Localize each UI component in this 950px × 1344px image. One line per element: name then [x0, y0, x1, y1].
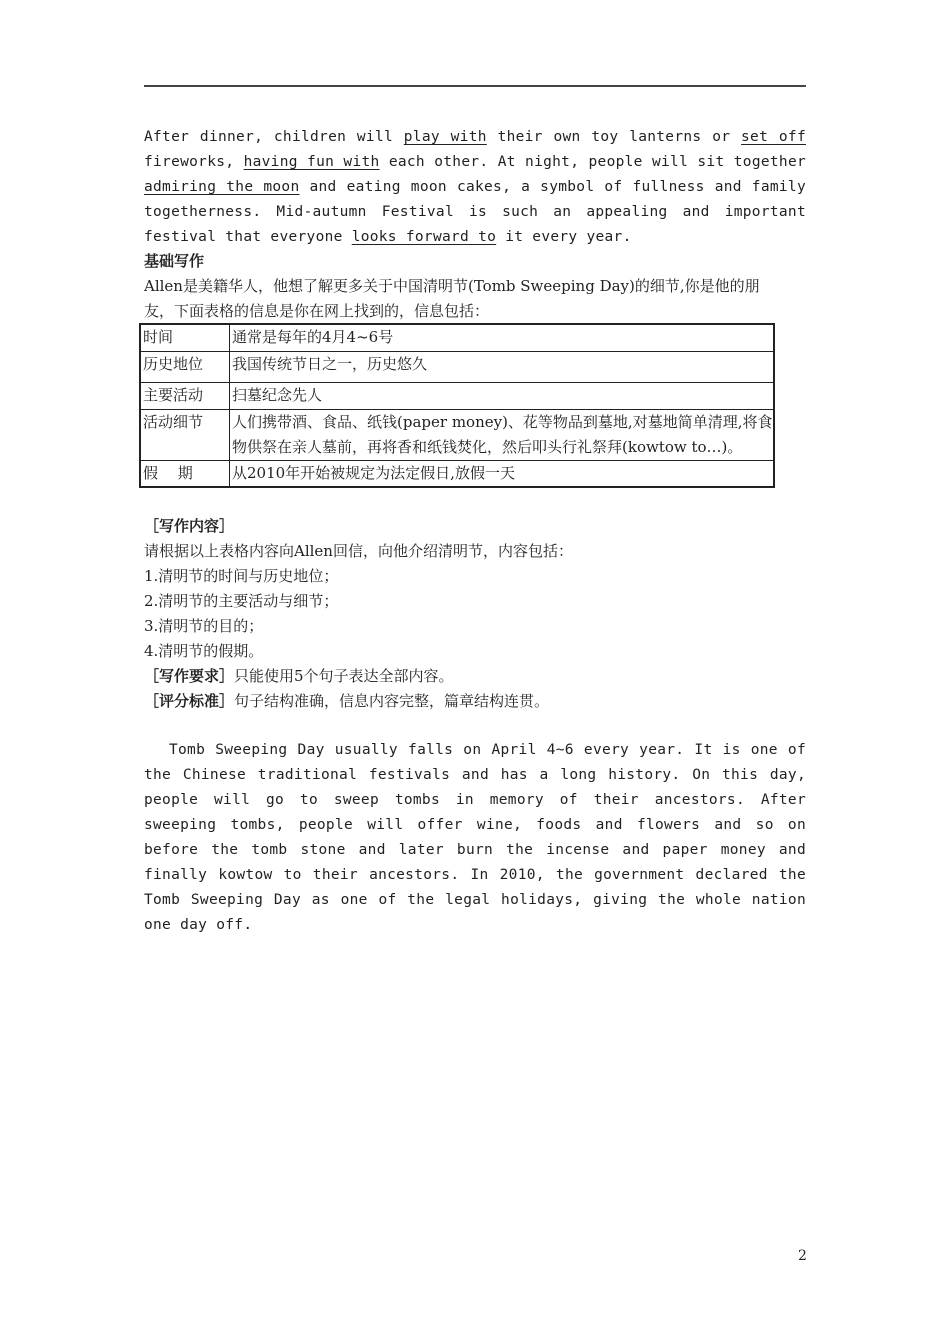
table-row: [140, 351, 774, 382]
table-row: [140, 409, 774, 460]
intro-paragraph: [144, 125, 806, 250]
requirement-text: 只能使用5个句子表达全部内容。: [234, 667, 454, 685]
intro-text: After dinner, children will: [144, 129, 404, 145]
intro-text: fireworks,: [144, 154, 244, 170]
table-row: [140, 324, 774, 351]
intro-text: their own toy lanterns or: [486, 129, 742, 145]
intro-text: it every year.: [496, 229, 632, 245]
table-key: 时间: [140, 324, 230, 351]
list-item: 2.清明节的主要活动与细节；: [144, 592, 339, 610]
list-item: 3.清明节的目的；: [144, 617, 264, 635]
standard-line: [144, 689, 549, 714]
table-row: [140, 460, 774, 487]
table-value: 人们携带酒、食品、纸钱(paper money)、花等物品到墓地,对墓地简单清理,将食物供祭在亲人墓前，再将香和纸钱焚化，然后叩头行礼祭拜(kowtow to…)。: [230, 409, 775, 460]
header-rule: [144, 85, 806, 87]
content-intro: 请根据以上表格内容向Allen回信，向他介绍清明节，内容包括：: [144, 542, 573, 560]
list-item: 1.清明节的时间与历史地位；: [144, 567, 339, 585]
underlined-phrase: having fun with: [243, 154, 380, 170]
requirement-line: [144, 664, 454, 689]
table-key: 假 期: [140, 460, 230, 487]
requirement-label: ［写作要求］: [144, 667, 235, 685]
table-key: 历史地位: [140, 351, 230, 382]
prompt-line-2: 友，下面表格的信息是你在网上找到的，信息包括：: [144, 302, 490, 320]
list-item: 4.清明节的假期。: [144, 642, 264, 660]
content-heading: ［写作内容］: [144, 517, 235, 535]
table-value: 通常是每年的4月4~6号: [230, 324, 775, 351]
table-key: 主要活动: [140, 382, 230, 409]
intro-text: each other. At night, people will sit together: [379, 154, 807, 170]
standard-text: 句子结构准确，信息内容完整，篇章结构连贯。: [234, 692, 550, 710]
answer-paragraph: Tomb Sweeping Day usually falls on April 4~6 every year. It is one of the Chinese traditional festivals and has a long history. On this day, people will go to sweep tombs in memory of their ancestors. After sweeping tombs, people will offer wine, foods and flowers and so on before the tomb stone and later burn the incense and paper money and finally kowtow to their ancestors. In 2010, the government declared the Tomb Sweeping Day as one of the legal holidays, giving the whole nation one day off.: [144, 742, 806, 933]
table-value: 扫墓纪念先人: [230, 382, 775, 409]
page-number: 2: [798, 1248, 807, 1264]
underlined-phrase: set off: [741, 129, 806, 145]
info-table: [139, 323, 775, 488]
underlined-phrase: looks forward to: [351, 229, 497, 245]
standard-label: ［评分标准］: [144, 692, 235, 710]
section-title: 基础写作: [144, 252, 205, 270]
table-row: [140, 382, 774, 409]
table-value: 我国传统节日之一，历史悠久: [230, 351, 775, 382]
intro-text: and eating moon cakes, a symbol of fullness and family togetherness. Mid-autumn Festival is such an appealing and important festival that everyone: [144, 179, 806, 245]
table-key: 活动细节: [140, 409, 230, 460]
underlined-phrase: admiring the moon: [144, 179, 300, 195]
table-value: 从2010年开始被规定为法定假日,放假一天: [230, 460, 775, 487]
prompt-line-1: Allen是美籍华人，他想了解更多关于中国清明节(Tomb Sweeping Day)的细节,你是他的朋: [144, 277, 760, 295]
underlined-phrase: play with: [403, 129, 487, 145]
